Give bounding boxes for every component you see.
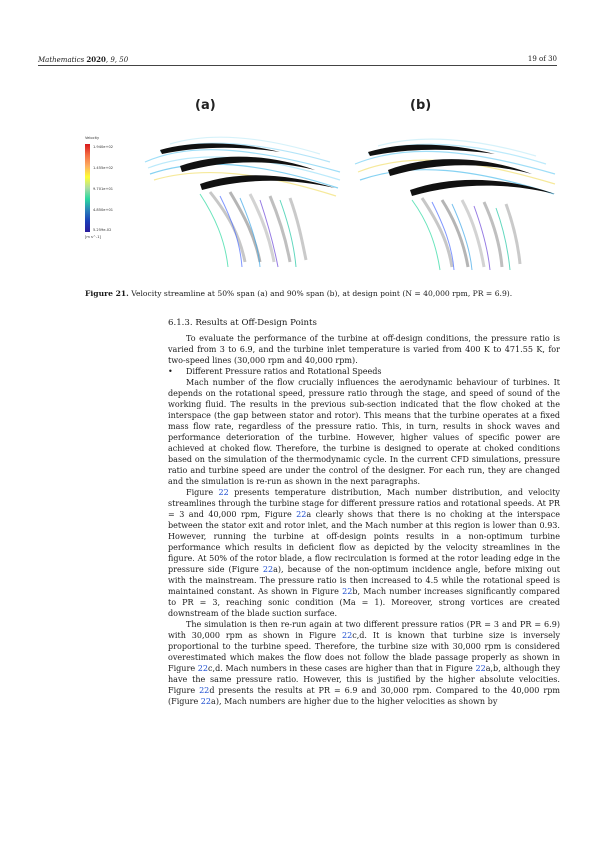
caption-label: Figure 21. [85, 289, 129, 298]
text-run: c,d. Mach numbers in these cases are higher than that in Figure [208, 664, 476, 673]
bullet-marker: • [168, 367, 173, 376]
text-run: a), because of the non-optimum incidence angle, before mixing out with the mainstream. The pressure ratio is then increased to 4.5 while the rotational speed is maintained constant. As shown in Figure [168, 565, 560, 596]
figure-caption [85, 289, 560, 298]
legend-tick: 4.850e+01 [93, 208, 114, 212]
paragraph-1: To evaluate the performance of the turbine at off-design conditions, the pressure ratio is varied from 3 to 6.9, and the turbine inlet temperature is varied from 400 K to 471.55 K, for two-speed lines (30,000 rpm and 40,000 rpm). [168, 334, 560, 365]
legend-tick: 5.259e-02 [93, 228, 112, 232]
page-number: 19 of 30 [527, 55, 557, 63]
journal-year: 2020 [86, 55, 106, 64]
text-run: a), Mach numbers are higher due to the higher velocities as shown by [211, 697, 498, 706]
streamline-image-a [140, 122, 345, 272]
bullet-item [168, 366, 560, 377]
panel-a-label: (a) [195, 98, 216, 113]
paragraph-2: Mach number of the flow crucially influences the aerodynamic behaviour of turbines. It depends on the rotational speed, pressure ratio through the stage, and speed of sound of the working fluid. The results in the previous sub-section indicated that the flow choked at the interspace (the gap between stator and rotor). This means that the turbine operates at a fixed mass flow rate, regardless of the pressure ratio. This, in turn, results in shock waves and performance deterioration of the turbine. However, higher values of specific power are achieved at choked flow. Therefore, the turbine is designed to operate at choked conditions based on the simulation of the thermodynamic cycle. In the current CFD simulations, pressure ratio and turbine speed are under the control of the designer. For each run, they are changed and the simulation is re-run as shown in the next paragraphs. [168, 378, 560, 486]
legend-unit: [m s^-1] [85, 235, 101, 239]
text-run: c,d. It is known that turbine size is inversely proportional to the turbine speed. Therefore, the turbine size with 30,000 rpm is considered overestimated which makes the flow does not follow the blade passage properly as shown in Figure [168, 631, 560, 673]
figure-link[interactable]: 22 [296, 510, 307, 519]
figure-link[interactable]: 22 [218, 488, 229, 497]
header-rule [38, 65, 557, 66]
streamline-image-b [350, 122, 560, 272]
legend-tick: 1.455e+02 [93, 166, 114, 170]
text-run: presents temperature distribution, Mach number distribution, and velocity streamlines through the turbine stage for different pressure ratios and rotational speeds. At PR = 3 and 40,000 rpm, Figure [168, 488, 560, 519]
figure-link[interactable]: 22 [341, 631, 353, 640]
velocity-legend [85, 136, 135, 242]
paragraph-3 [168, 487, 560, 619]
body-text [168, 333, 560, 707]
volume-pages: , 9, 50 [105, 56, 129, 64]
paragraph-4 [168, 619, 560, 707]
figure-link[interactable]: 22 [475, 664, 486, 673]
text-run: d presents the results at PR = 6.9 and 30,000 rpm. Compared to the 40,000 rpm (Figure [168, 686, 560, 706]
figure-link[interactable]: 22 [199, 686, 210, 695]
text-run: a,b, although they have the same pressure ratio. However, this is justified by the higher absolute velocities. Figure [168, 664, 560, 695]
journal-name: Mathematics [38, 56, 85, 64]
running-header [38, 55, 128, 64]
section-title: 6.1.3. Results at Off-Design Points [168, 318, 317, 328]
legend-tick: 9.701e+01 [93, 187, 114, 191]
bullet-text: Different Pressure ratios and Rotational Speeds [186, 367, 382, 376]
text-run: b, Mach number increases significantly compared to PR = 3, reaching sonic condition (Ma = 1). Moreover, strong vortices are created downstream of the blade suction surface. [168, 587, 560, 618]
legend-title: Velocity [85, 136, 100, 140]
figure-link[interactable]: 22 [200, 697, 212, 706]
figure-link[interactable]: 22 [197, 664, 209, 673]
legend-tick: 1.940e+02 [93, 145, 114, 149]
caption-text: Velocity streamline at 50% span (a) and 90% span (b), at design point (N = 40,000 rpm, PR = 6.9). [131, 289, 513, 298]
legend-colorbar [85, 144, 90, 232]
text-run: a clearly shows that there is no choking at the interspace between the stator exit and rotor inlet, and the Mach number at this region is lower than 0.93. However, running the turbine at off-design points results in a non-optimum turbine performance which results in deficient flow as depicted by the velocity streamlines in the figure. At 50% of the rotor blade, a flow recirculation is formed at the rotor leading edge in the pressure side (Figure [168, 510, 560, 574]
text-run: The simulation is then re-run again at two different pressure ratios (PR = 3 and PR = 6.9) with 30,000 rpm as shown in Figure [168, 620, 560, 640]
figure-link[interactable]: 22 [262, 565, 274, 574]
figure-21 [85, 92, 560, 272]
figure-link[interactable]: 22 [342, 587, 353, 596]
panel-b-label: (b) [410, 98, 432, 113]
text-run: Figure [186, 488, 219, 497]
